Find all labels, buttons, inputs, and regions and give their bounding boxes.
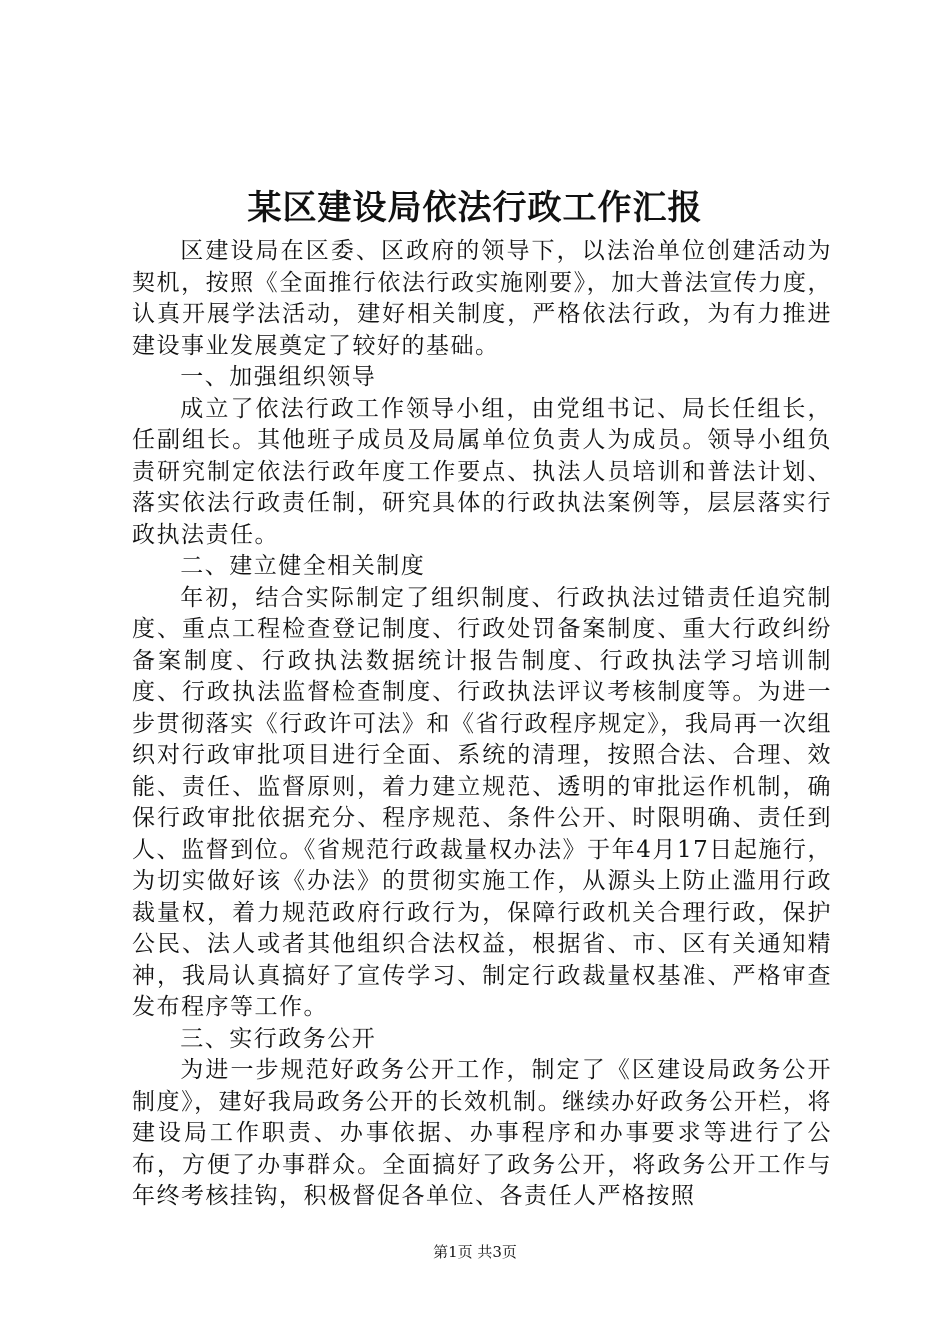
section-heading-transparency: 三、实行政务公开 bbox=[180, 1025, 377, 1052]
section-heading-organization: 一、加强组织领导 bbox=[180, 364, 377, 390]
document-body bbox=[132, 236, 832, 1213]
system-paragraph: 年初，结合实际制定了组织制度、行政执法过错责任追究制度、重点工程检查登记制度、行政处罚备案制度、重大行政纠纷备案制度、行政执法数据统计报告制度、行政执法学习培训制度、行政执法监督检查制度、行政执法评议考核制度等。为进一步贯彻落实《行政许可法》和《省行政程序规定》，我局再一次组织对行政审批项目进行全面、系统的清理，按照合法、合理、效能、责任、监督原则，着力建立规范、透明的审批运作机制，确保行政审批依据充分、程序规范、条件公开、时限明确、责任到人、监督到位。《省规范行政裁量权办法》于年4月17日起施行，为切实做好该《办法》的贯彻实施工作，从源头上防止滥用行政裁量权，着力规范政府行政行为，保障行政机关合理行政，保护公民、法人或者其他组织合法权益，根据省、市、区有关通知精神，我局认真搞好了宣传学习、制定行政裁量权基准、严格审查发布程序等工作。 bbox=[132, 584, 832, 1020]
intro-paragraph: 区建设局在区委、区政府的领导下，以法治单位创建活动为契机，按照《全面推行依法行政实施刚要》，加大普法宣传力度，认真开展学法活动，建好相关制度，严格依法行政，为有力推进建设事业发展奠定了较好的基础。 bbox=[132, 238, 832, 359]
transparency-paragraph: 为进一步规范好政务公开工作，制定了《区建设局政务公开制度》，建好我局政务公开的长效机制。继续办好政务公开栏，将建设局工作职责、办事依据、办事程序和办事要求等进行了公布，方便了办事群众。全面搞好了政务公开，将政务公开工作与年终考核挂钩，积极督促各单位、各责任人严格按照 bbox=[132, 1057, 832, 1209]
organization-paragraph: 成立了依法行政工作领导小组，由党组书记、局长任组长，任副组长。其他班子成员及局属单位负责人为成员。领导小组负责研究制定依法行政年度工作要点、执法人员培训和普法计划、落实依法行政责任制，研究具体的行政执法案例等，层层落实行政执法责任。 bbox=[132, 395, 832, 548]
section-heading-system: 二、建立健全相关制度 bbox=[180, 553, 426, 579]
document-title: 某区建设局依法行政工作汇报 bbox=[247, 188, 703, 228]
page-number-footer: 第1页 共3页 bbox=[433, 1243, 517, 1261]
